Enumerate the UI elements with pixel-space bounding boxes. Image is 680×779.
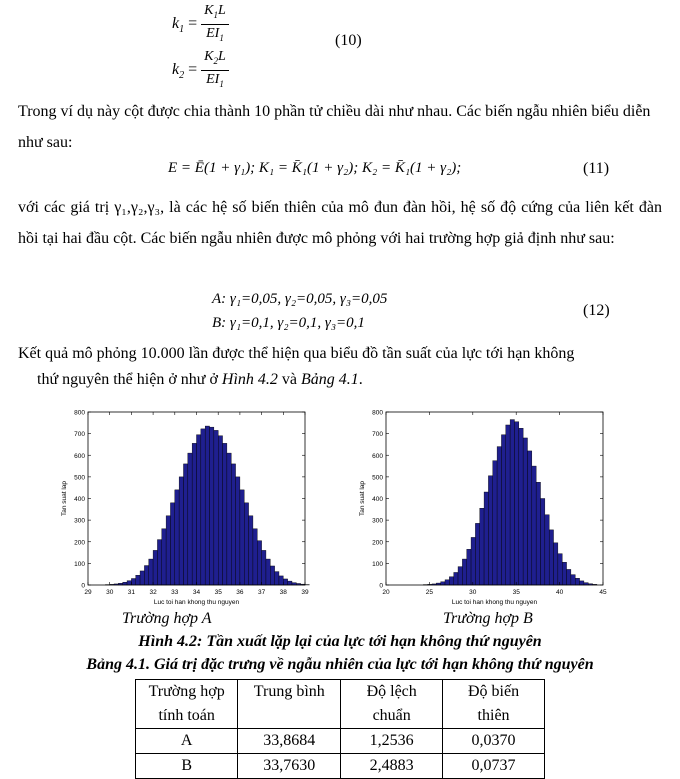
histogram-bar bbox=[249, 516, 253, 585]
table-cell: 0,0370 bbox=[443, 729, 545, 754]
histogram-bar bbox=[210, 427, 214, 585]
subcaption-case-b: Trường hợp B bbox=[443, 610, 533, 627]
histogram-bar bbox=[153, 550, 157, 585]
histogram-case-b bbox=[350, 404, 612, 614]
histogram-bar bbox=[144, 566, 148, 585]
histogram-bar bbox=[562, 562, 566, 585]
histogram-bar bbox=[131, 579, 135, 585]
histogram-bar bbox=[257, 541, 261, 585]
equation-k2: $k_2$ = $\frac{K_2L}{EI_1}$ bbox=[172, 48, 229, 93]
histogram-bar bbox=[445, 580, 449, 585]
header-cov: Độ biến thiên bbox=[443, 680, 545, 729]
histogram-bar bbox=[519, 428, 523, 585]
results-table bbox=[135, 679, 545, 779]
table-caption: Bảng 4.1. Giá trị đặc trưng về ngẫu nhiên của lực tới hạn không thứ nguyên bbox=[86, 656, 594, 673]
histogram-bar bbox=[157, 540, 161, 585]
paragraph-results bbox=[18, 341, 662, 393]
histogram-bar bbox=[527, 451, 531, 585]
figure-caption: Hình 4.2: Tần xuất lặp lại của lực tới hạn không thứ nguyên bbox=[138, 633, 542, 650]
subcaption-case-a: Trường hợp A bbox=[122, 610, 212, 627]
y-tick-label: 0 bbox=[379, 582, 383, 590]
histogram-bar bbox=[188, 453, 192, 585]
histogram-bar bbox=[140, 571, 144, 585]
histogram-bar bbox=[214, 430, 218, 585]
table-cell: 2,4883 bbox=[341, 754, 443, 779]
y-tick-label: 100 bbox=[372, 560, 383, 568]
y-tick-label: 800 bbox=[372, 409, 383, 417]
histogram-bar bbox=[262, 550, 266, 585]
y-axis-label: Tan suat lap bbox=[359, 480, 366, 517]
y-tick-label: 500 bbox=[74, 474, 85, 482]
histogram-bar bbox=[488, 476, 492, 585]
histogram-bar bbox=[192, 443, 196, 585]
x-tick-label: 33 bbox=[171, 589, 179, 596]
histogram-bar bbox=[201, 429, 205, 585]
x-tick-label: 35 bbox=[214, 589, 222, 596]
x-tick-label: 35 bbox=[512, 589, 520, 596]
equation-number-12: (12) bbox=[583, 302, 610, 319]
histogram-bar bbox=[227, 453, 231, 585]
histogram-bar bbox=[170, 503, 174, 585]
header-std: Độ lệch chuẩn bbox=[341, 680, 443, 729]
y-tick-label: 400 bbox=[372, 496, 383, 503]
y-tick-label: 500 bbox=[372, 474, 383, 482]
histogram-bar bbox=[506, 425, 510, 585]
histogram-bar bbox=[514, 422, 518, 585]
histogram-bar bbox=[231, 464, 235, 585]
x-tick-label: 30 bbox=[469, 589, 477, 596]
table-cell: A bbox=[136, 729, 238, 754]
histogram-bar bbox=[549, 530, 553, 585]
x-tick-label: 37 bbox=[257, 589, 266, 596]
x-axis-label: Luc toi han khong thu nguyen bbox=[153, 599, 240, 606]
histogram-bar bbox=[475, 523, 479, 585]
histogram-bar bbox=[183, 464, 187, 585]
histogram-bar bbox=[467, 549, 471, 585]
equation-number-10: (10) bbox=[335, 32, 362, 49]
histogram-bar bbox=[218, 436, 222, 585]
y-tick-label: 800 bbox=[74, 409, 85, 417]
histogram-bar bbox=[283, 579, 287, 585]
histogram-bar bbox=[127, 581, 131, 585]
histogram-bar bbox=[541, 499, 545, 586]
histogram-bar bbox=[567, 569, 571, 585]
y-tick-label: 600 bbox=[74, 452, 85, 460]
histogram-bar bbox=[123, 582, 127, 585]
table-header-row bbox=[136, 680, 545, 729]
paragraph-results-line2: thứ nguyên thể hiện ở như ở Hình 4.2 và Bảng 4.1. bbox=[37, 371, 363, 388]
histogram-bar bbox=[497, 447, 501, 585]
table-cell: 33,8684 bbox=[238, 729, 341, 754]
table-reference: Bảng 4.1 bbox=[301, 371, 359, 388]
histogram-bar bbox=[240, 490, 244, 585]
equation-number-11: (11) bbox=[583, 160, 610, 177]
histogram-bar bbox=[179, 477, 183, 585]
x-axis-label: Luc toi han khong thu nguyen bbox=[451, 599, 538, 606]
y-tick-label: 0 bbox=[81, 582, 85, 590]
histogram-bar bbox=[175, 490, 179, 585]
table-row bbox=[136, 754, 545, 779]
histogram-bar bbox=[136, 575, 140, 585]
histogram-bar bbox=[449, 577, 453, 585]
x-tick-label: 38 bbox=[279, 589, 287, 596]
x-tick-label: 40 bbox=[555, 589, 564, 596]
figure-reference: Hình 4.2 bbox=[221, 371, 278, 388]
table-cell: B bbox=[136, 754, 238, 779]
x-tick-label: 31 bbox=[127, 589, 136, 596]
histogram-bar bbox=[458, 567, 462, 585]
histogram-bar bbox=[266, 559, 270, 585]
histogram-bar bbox=[536, 482, 540, 585]
histogram-bar bbox=[545, 515, 549, 585]
header-case: Trường hợp tính toán bbox=[136, 680, 238, 729]
histogram-bar bbox=[471, 537, 475, 585]
histogram-bar bbox=[253, 529, 257, 585]
histogram-bar bbox=[441, 582, 445, 585]
paragraph-results-line1: Kết quả mô phỏng 10.000 lần được thể hiện qua biểu đồ tần suất của lực tới hạn không bbox=[18, 345, 575, 362]
y-tick-label: 600 bbox=[372, 452, 383, 460]
equation-12-case-b: B: γ₁=0,1, γ₂=0,1, γ₃=0,1 bbox=[212, 315, 365, 331]
histogram-bar bbox=[532, 466, 536, 585]
histogram-bar bbox=[558, 554, 562, 585]
histogram-bar bbox=[580, 581, 584, 585]
equation-11: E = Ē(1 + γ₁); K₁ = K̄₁(1 + γ₂); K₂ = K̄₁(1 + γ₂); bbox=[168, 160, 462, 176]
histogram-bar bbox=[480, 508, 484, 585]
y-tick-label: 200 bbox=[372, 539, 383, 547]
histogram-bar bbox=[523, 438, 527, 585]
histogram-bar bbox=[149, 559, 153, 585]
y-tick-label: 100 bbox=[74, 560, 85, 568]
histogram-bar bbox=[571, 575, 575, 585]
histogram-bar bbox=[493, 461, 497, 585]
x-tick-label: 20 bbox=[382, 589, 390, 596]
x-tick-label: 25 bbox=[425, 589, 434, 596]
histogram-bar bbox=[575, 578, 579, 585]
histogram-bar bbox=[501, 435, 505, 585]
histogram-bar bbox=[244, 503, 248, 585]
histogram-bar bbox=[166, 516, 170, 585]
x-tick-label: 30 bbox=[106, 589, 114, 596]
histogram-bar bbox=[197, 435, 201, 585]
table-row bbox=[136, 729, 545, 754]
x-tick-label: 36 bbox=[236, 589, 244, 596]
y-tick-label: 700 bbox=[372, 431, 383, 439]
x-tick-label: 45 bbox=[599, 589, 607, 596]
table-cell: 33,7630 bbox=[238, 754, 341, 779]
y-tick-label: 200 bbox=[74, 539, 85, 547]
y-tick-label: 700 bbox=[74, 431, 85, 439]
table-cell: 0,0737 bbox=[443, 754, 545, 779]
histogram-bar bbox=[454, 572, 458, 585]
x-tick-label: 34 bbox=[192, 589, 201, 596]
histogram-bar bbox=[279, 576, 283, 585]
y-tick-label: 300 bbox=[372, 517, 383, 525]
paragraph-intro: Trong ví dụ này cột được chia thành 10 phần tử chiều dài như nhau. Các biến ngẫu nhiên biểu diễn như sau: bbox=[18, 103, 651, 151]
histogram-bar bbox=[462, 559, 466, 585]
histogram-bar bbox=[510, 420, 514, 585]
histogram-bar bbox=[275, 572, 279, 585]
equation-k1: $k_1$ = $\frac{K_1L}{EI_1}$ bbox=[172, 2, 229, 47]
x-tick-label: 32 bbox=[149, 589, 157, 596]
x-tick-label: 39 bbox=[301, 589, 309, 596]
histogram-case-a bbox=[52, 404, 314, 614]
histogram-bar bbox=[554, 543, 558, 585]
histogram-bar bbox=[288, 581, 292, 585]
y-tick-label: 300 bbox=[74, 517, 85, 525]
header-mean: Trung bình bbox=[238, 680, 341, 729]
histogram-bar bbox=[223, 443, 227, 585]
y-tick-label: 400 bbox=[74, 496, 85, 503]
histogram-bar bbox=[236, 477, 240, 585]
histogram-bar bbox=[205, 426, 209, 585]
y-axis-label: Tan suat lap bbox=[61, 480, 68, 517]
x-tick-label: 29 bbox=[84, 589, 92, 596]
histogram-bar bbox=[270, 566, 274, 585]
table-cell: 1,2536 bbox=[341, 729, 443, 754]
histogram-bar bbox=[484, 492, 488, 585]
paragraph-variables: với các giá trị γ₁,γ₂,γ₃, là các hệ số biến thiên của mô đun đàn hồi, hệ số độ cứng của liên kết đàn hồi tại hai đầu cột. Các biến ngẫu nhiên được mô phỏng với hai trường hợp giả định như sau: bbox=[18, 199, 662, 247]
equation-12-case-a: A: γ₁=0,05, γ₂=0,05, γ₃=0,05 bbox=[212, 291, 388, 307]
histogram-bar bbox=[162, 529, 166, 585]
